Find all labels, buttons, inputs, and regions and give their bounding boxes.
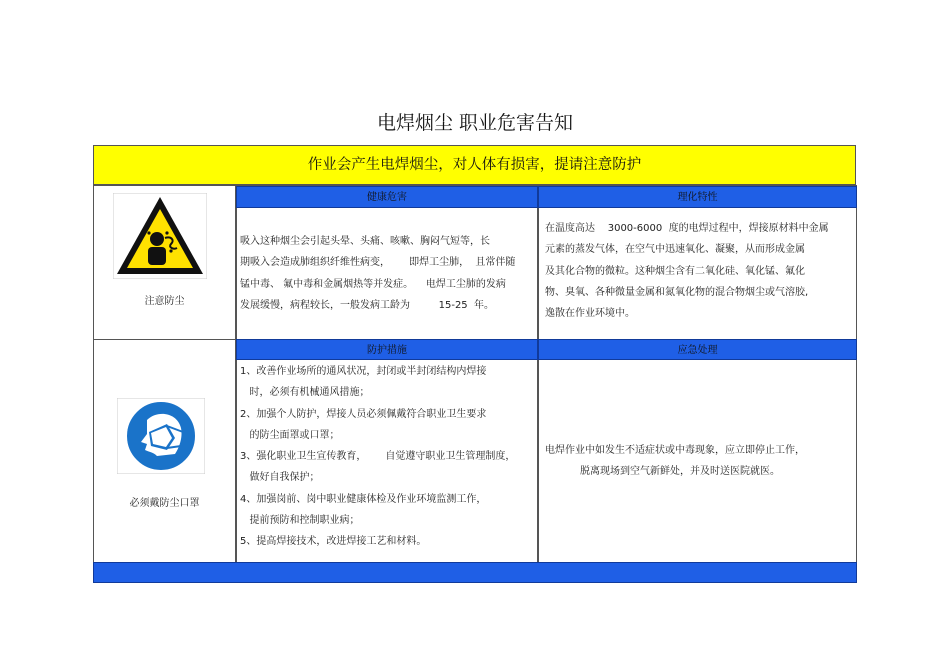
- property-header: 理化特性: [538, 186, 857, 208]
- text-line: 元素的蒸发气体，在空气中迅速氧化、凝聚，从而形成金属: [545, 244, 805, 256]
- text-line: 锰中毒、 氟中毒和金属烟热等并发症。 电焊工尘肺的发病: [240, 278, 506, 290]
- health-hazard-text: [240, 231, 515, 316]
- text-line: 5、提高焊接技术，改进焊接工艺和材料。: [240, 536, 427, 548]
- text-line: 4、加强岗前、岗中职业健康体检及作业环境监测工作，: [240, 493, 487, 505]
- row2-sign-label: 必须戴防尘口罩: [129, 498, 200, 509]
- text-line: 时，必须有机械通风措施；: [240, 387, 370, 399]
- footer-bar: [93, 562, 857, 583]
- health-hazard-header: 健康危害: [236, 186, 538, 208]
- emergency-text: [545, 440, 805, 483]
- text-line: 2、加强个人防护，焊接人员必须佩戴符合职业卫生要求: [240, 408, 487, 420]
- protection-text: [240, 361, 515, 553]
- text-line: 做好自我保护；: [240, 472, 320, 484]
- page-title: 电焊烟尘 职业危害告知: [376, 112, 574, 134]
- text-line: 逸散在作业环境中。: [545, 308, 635, 320]
- protection-header: 防护措施: [236, 339, 538, 360]
- text-line: 电焊作业中如发生不适症状或中毒现象，应立即停止工作，: [545, 445, 805, 456]
- property-text: [545, 218, 829, 324]
- dust-mask-mandatory-icon: [117, 398, 205, 474]
- text-line: 吸入这种烟尘会引起头晕、头痛、咳嗽、胸闷气短等，长: [240, 236, 490, 247]
- text-line: 及其化合物的微粒。这种烟尘含有二氧化硅、氧化锰、氟化: [545, 265, 805, 277]
- row1-sign-label: 注意防尘: [144, 296, 185, 307]
- text-line: 的防尘面罩或口罩；: [240, 429, 340, 441]
- text-line: 发展缓慢，病程较长，一般发病工龄为 15-25 年。: [240, 299, 495, 311]
- text-line: 脱离现场到空气新鲜处，并及时送医院就医。: [545, 466, 780, 478]
- dust-warning-icon: [113, 193, 207, 279]
- text-line: 3、强化职业卫生宣传教育， 自觉遵守职业卫生管理制度，: [240, 451, 516, 463]
- emergency-header: 应急处理: [538, 339, 857, 360]
- text-line: 期吸入会造成肺组织纤维性病变， 即焊工尘肺， 且常伴随: [240, 257, 516, 269]
- text-line: 提前预防和控制职业病；: [240, 515, 360, 527]
- text-line: 在温度高达 3000-6000 度的电焊过程中，焊接原材料中金属: [545, 223, 829, 234]
- text-line: 物、臭氧、各种微量金属和氮氧化物的混合物烟尘或气溶胶,: [545, 286, 809, 298]
- text-line: 1、改善作业场所的通风状况，封闭或半封闭结构内焊接: [240, 366, 487, 377]
- notice-banner: 作业会产生电焊烟尘，对人体有损害，提请注意防护: [93, 145, 856, 185]
